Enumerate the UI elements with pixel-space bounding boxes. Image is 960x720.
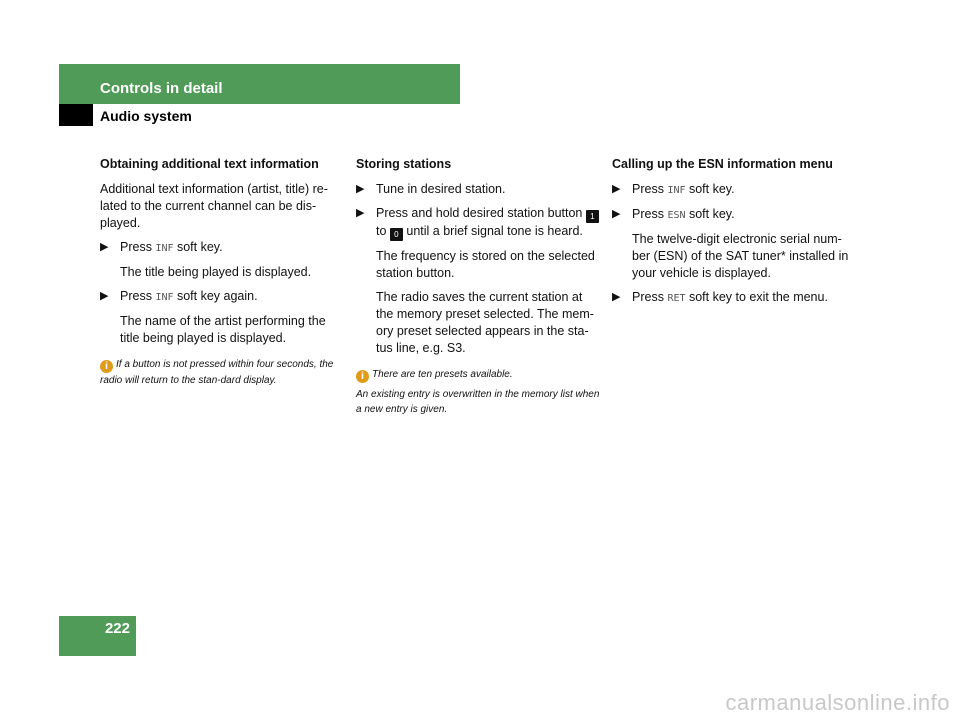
- column-text-information: [100, 156, 345, 392]
- arrow-icon: ▶: [100, 290, 109, 302]
- instruction-step: [612, 206, 857, 224]
- step-result: The radio saves the current station at the memory preset selected. The mem-ory preset selected appears in the sta-tus line, e.g. S3.: [376, 290, 594, 355]
- subsection-title: Audio system: [100, 108, 192, 124]
- side-tab-marker: [59, 104, 93, 126]
- inf-key-label: INF: [155, 243, 174, 254]
- instruction-step: [100, 288, 345, 306]
- page-number-box: [59, 616, 136, 656]
- page-number: 222: [104, 620, 130, 637]
- ret-key-label: RET: [667, 293, 686, 304]
- step-text: Tune in desired station.: [376, 182, 506, 196]
- step-text: Press INF soft key again.: [120, 289, 258, 303]
- watermark: carmanualsonline.info: [725, 690, 950, 715]
- step-text: Press RET soft key to exit the menu.: [632, 290, 828, 304]
- instruction-step: [612, 181, 857, 199]
- step-text: Press ESN soft key.: [632, 207, 735, 221]
- note-text: An existing entry is overwritten in the memory list when a new entry is given.: [356, 389, 600, 415]
- info-note: [100, 357, 345, 388]
- column-heading: Obtaining additional text information: [100, 157, 319, 171]
- info-note: [356, 367, 601, 417]
- arrow-icon: ▶: [612, 183, 621, 195]
- station-button-1-icon: 1: [586, 210, 599, 223]
- inf-key-label: INF: [667, 185, 686, 196]
- section-title: Controls in detail: [100, 80, 223, 97]
- step-text: Press INF soft key.: [632, 182, 735, 196]
- step-text: Press INF soft key.: [120, 240, 223, 254]
- instruction-step: [612, 289, 857, 307]
- arrow-icon: ▶: [100, 241, 109, 253]
- instruction-step: [356, 205, 601, 241]
- station-button-0-icon: 0: [390, 228, 403, 241]
- arrow-icon: ▶: [356, 207, 365, 219]
- intro-paragraph: Additional text information (artist, title) re-lated to the current channel can be dis-played.: [100, 182, 328, 230]
- arrow-icon: ▶: [612, 291, 621, 303]
- instruction-step: [100, 239, 345, 257]
- note-text: There are ten presets available.: [372, 369, 513, 380]
- esn-key-label: ESN: [667, 210, 686, 221]
- info-icon: i: [356, 370, 369, 383]
- instruction-step: [356, 181, 601, 198]
- info-icon: i: [100, 360, 113, 373]
- arrow-icon: ▶: [356, 183, 365, 195]
- step-text: Press and hold desired station button 1 to 0 until a brief signal tone is heard.: [376, 205, 601, 241]
- step-result: The twelve-digit electronic serial num-ber (ESN) of the SAT tuner* installed in your vehicle is displayed.: [632, 232, 849, 280]
- step-result: The name of the artist performing the title being played is displayed.: [120, 314, 326, 345]
- column-esn-menu: [612, 156, 857, 314]
- step-result: The frequency is stored on the selected station button.: [376, 249, 595, 280]
- note-text: If a button is not pressed within four seconds, the radio will return to the stan-dard display.: [100, 359, 334, 386]
- column-heading: Storing stations: [356, 157, 452, 171]
- arrow-icon: ▶: [612, 208, 621, 220]
- column-storing-stations: [356, 156, 601, 421]
- inf-key-label: INF: [155, 292, 174, 303]
- step-result: The title being played is displayed.: [120, 265, 312, 279]
- column-heading: Calling up the ESN information menu: [612, 157, 833, 171]
